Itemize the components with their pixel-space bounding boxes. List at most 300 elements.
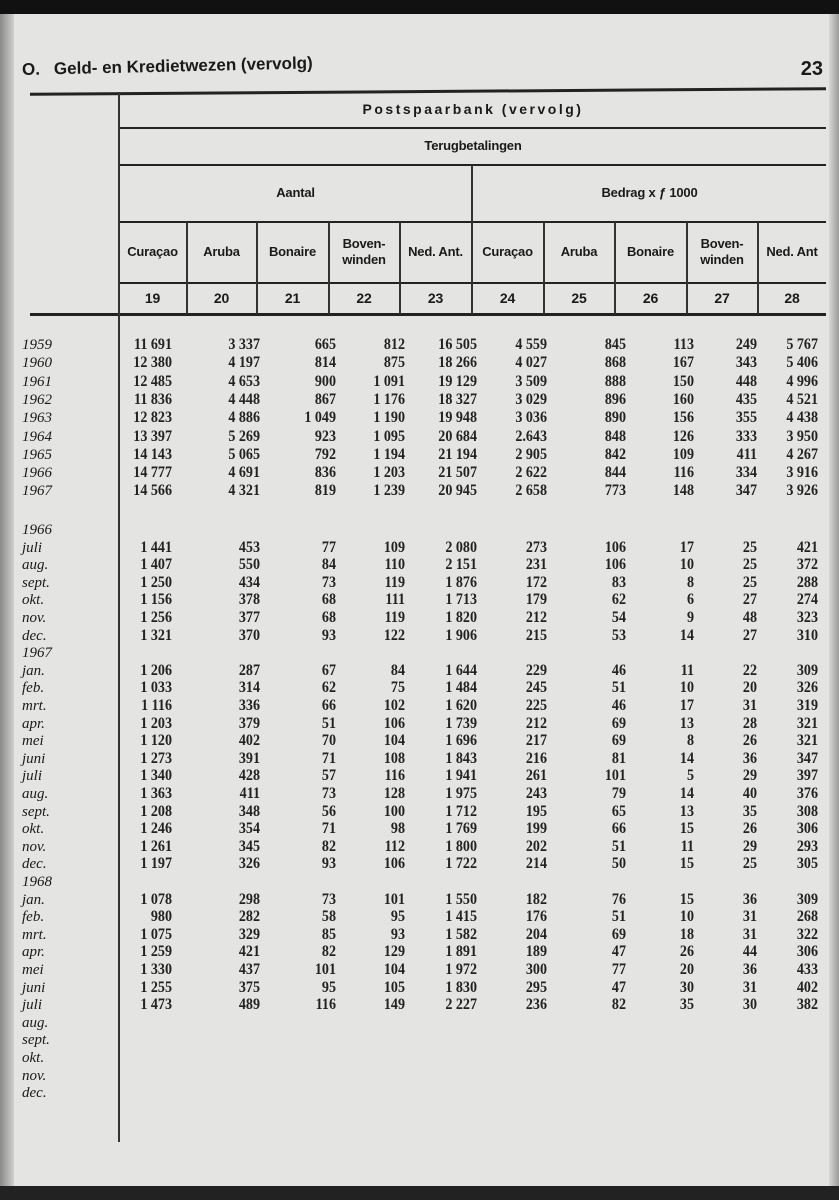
table-cell: 16 505 bbox=[438, 336, 477, 353]
column-header: Boven- winden bbox=[342, 235, 386, 267]
table-cell: 1 095 bbox=[373, 427, 405, 445]
table-cell: 9 bbox=[686, 609, 694, 626]
table-cell: 31 bbox=[742, 925, 757, 943]
table-cell: 116 bbox=[673, 464, 694, 482]
table-cell: 15 bbox=[679, 855, 694, 873]
table-cell: 51 bbox=[611, 837, 626, 855]
table-cell: 1 033 bbox=[140, 679, 172, 697]
table-cell: 199 bbox=[525, 820, 547, 838]
table-cell: 1 644 bbox=[445, 661, 477, 679]
table-cell: 65 bbox=[611, 802, 626, 820]
row-label: jan. bbox=[22, 891, 45, 908]
table-cell: 1 441 bbox=[140, 538, 172, 556]
table-cell: 245 bbox=[525, 679, 547, 697]
table-cell: 18 bbox=[679, 925, 694, 943]
table-cell: 326 bbox=[238, 855, 260, 873]
table-row bbox=[0, 926, 830, 944]
row-label: aug. bbox=[22, 786, 49, 802]
table-cell: 6 bbox=[686, 591, 694, 609]
column-number: 19 bbox=[144, 289, 161, 306]
table-row bbox=[0, 767, 830, 785]
table-cell: 73 bbox=[321, 573, 336, 591]
column-number: 25 bbox=[571, 289, 587, 306]
table-cell: 18 266 bbox=[438, 354, 477, 372]
table-cell: 29 bbox=[742, 767, 757, 785]
table-cell: 182 bbox=[525, 890, 547, 908]
table-cell: 13 397 bbox=[133, 427, 172, 445]
table-cell: 435 bbox=[735, 390, 757, 408]
table-cell: 421 bbox=[796, 538, 818, 556]
table-cell: 1 273 bbox=[140, 749, 172, 767]
table-cell: 149 bbox=[383, 996, 405, 1014]
table-cell: 11 836 bbox=[134, 390, 172, 408]
table-cell: 17 bbox=[679, 697, 694, 714]
table-cell: 1 197 bbox=[140, 855, 172, 873]
table-cell: 10 bbox=[679, 556, 694, 574]
table-cell: 1 049 bbox=[304, 409, 336, 427]
table-cell: 14 566 bbox=[133, 482, 172, 500]
table-cell: 18 327 bbox=[438, 390, 477, 408]
table-row bbox=[0, 1084, 830, 1102]
table-subtitle: Terugbetalingen bbox=[424, 137, 522, 153]
table-cell: 844 bbox=[604, 464, 626, 482]
table-row bbox=[0, 409, 830, 427]
table-cell: 26 bbox=[742, 732, 757, 750]
column-number: 21 bbox=[284, 289, 301, 306]
table-cell: 14 bbox=[679, 749, 694, 767]
table-cell: 5 269 bbox=[228, 427, 260, 445]
table-cell: 44 bbox=[742, 943, 757, 961]
table-cell: 12 823 bbox=[133, 409, 172, 427]
table-cell: 236 bbox=[525, 996, 547, 1014]
table-cell: 81 bbox=[611, 749, 626, 767]
table-cell: 212 bbox=[525, 609, 547, 626]
table-row bbox=[0, 574, 830, 592]
table-cell: 1 259 bbox=[140, 943, 172, 961]
table-row bbox=[0, 820, 830, 838]
table-cell: 62 bbox=[611, 591, 626, 609]
table-cell: 773 bbox=[604, 482, 626, 500]
table-cell: 1 340 bbox=[140, 767, 172, 785]
table-cell: 345 bbox=[238, 837, 260, 855]
table-cell: 215 bbox=[525, 626, 547, 644]
table-cell: 25 bbox=[742, 538, 757, 556]
table-cell: 84 bbox=[321, 556, 336, 574]
table-cell: 980 bbox=[150, 908, 172, 926]
table-cell: 110 bbox=[384, 556, 405, 574]
table-row bbox=[0, 732, 830, 750]
row-label: dec. bbox=[22, 627, 47, 644]
table-cell: 4 886 bbox=[228, 409, 260, 427]
row-label: juli bbox=[22, 768, 43, 785]
table-cell: 1 078 bbox=[140, 890, 172, 908]
table-cell: 4 559 bbox=[515, 336, 547, 353]
table-row bbox=[0, 750, 830, 768]
table-cell: 379 bbox=[238, 714, 260, 732]
column-header: Aruba bbox=[560, 243, 598, 259]
table-cell: 402 bbox=[796, 978, 818, 996]
table-cell: 378 bbox=[238, 591, 260, 609]
table-cell: 333 bbox=[735, 427, 757, 445]
table-cell: 46 bbox=[611, 661, 626, 679]
table-row bbox=[0, 1014, 830, 1032]
table-cell: 189 bbox=[525, 943, 547, 961]
row-label: feb. bbox=[22, 909, 45, 926]
table-cell: 66 bbox=[321, 697, 336, 714]
table-cell: 29 bbox=[742, 837, 757, 855]
row-label: apr. bbox=[22, 944, 45, 961]
table-cell: 14 143 bbox=[133, 445, 172, 463]
column-header: Ned. Ant bbox=[766, 243, 818, 259]
row-label: sept. bbox=[22, 1032, 50, 1049]
row-label: sept. bbox=[22, 574, 50, 591]
table-cell: 36 bbox=[742, 961, 757, 978]
table-cell: 1 843 bbox=[445, 749, 477, 767]
column-header: Bonaire bbox=[626, 243, 674, 259]
table-cell: 489 bbox=[238, 996, 260, 1014]
table-row bbox=[0, 715, 830, 733]
table-cell: 814 bbox=[314, 354, 336, 372]
table-cell: 1 330 bbox=[140, 961, 172, 978]
table-cell: 434 bbox=[238, 573, 260, 591]
row-label: 1966 bbox=[22, 465, 52, 482]
table-cell: 875 bbox=[383, 354, 405, 372]
table-cell: 66 bbox=[611, 820, 626, 838]
table-cell: 116 bbox=[315, 996, 336, 1014]
row-label: mei bbox=[22, 962, 44, 978]
table-cell: 68 bbox=[321, 591, 336, 609]
table-cell: 1 906 bbox=[445, 626, 477, 644]
table-cell: 8 bbox=[686, 573, 694, 591]
table-cell: 1 075 bbox=[140, 925, 172, 943]
row-label: dec. bbox=[22, 856, 47, 873]
table-cell: 309 bbox=[796, 661, 818, 679]
table-cell: 391 bbox=[238, 749, 260, 767]
table-cell: 109 bbox=[672, 445, 694, 463]
table-cell: 19 129 bbox=[438, 372, 477, 390]
column-number: 27 bbox=[714, 289, 730, 306]
table-row bbox=[0, 803, 830, 821]
table-cell: 231 bbox=[525, 556, 547, 574]
table-cell: 36 bbox=[742, 749, 757, 767]
table-cell: 319 bbox=[796, 697, 818, 714]
table-cell: 122 bbox=[383, 626, 405, 644]
column-number: 28 bbox=[784, 289, 800, 306]
table-cell: 93 bbox=[321, 626, 336, 644]
table-cell: 104 bbox=[383, 732, 405, 750]
table-cell: 261 bbox=[525, 767, 547, 785]
table-cell: 308 bbox=[796, 802, 818, 820]
table-cell: 1 120 bbox=[140, 732, 172, 750]
page-edge-right bbox=[829, 14, 839, 1200]
table-cell: 11 bbox=[680, 837, 694, 855]
table-cell: 448 bbox=[735, 372, 757, 390]
table-cell: 314 bbox=[238, 679, 260, 697]
table-cell: 20 bbox=[679, 961, 694, 978]
table-cell: 5 767 bbox=[786, 336, 818, 353]
row-label: sept. bbox=[22, 803, 50, 820]
row-label: apr. bbox=[22, 715, 45, 732]
table-cell: 268 bbox=[796, 908, 818, 926]
table-cell: 20 945 bbox=[438, 482, 477, 500]
table-cell: 4 691 bbox=[228, 464, 260, 482]
table-cell: 71 bbox=[321, 749, 336, 767]
table-cell: 1 203 bbox=[373, 464, 405, 482]
table-cell: 1 261 bbox=[140, 837, 172, 855]
table-cell: 47 bbox=[611, 978, 626, 996]
table-cell: 21 194 bbox=[438, 445, 477, 463]
table-cell: 14 bbox=[679, 626, 694, 644]
table-cell: 35 bbox=[742, 802, 757, 820]
table-cell: 293 bbox=[796, 837, 818, 855]
table-cell: 31 bbox=[742, 697, 757, 714]
table-cell: 428 bbox=[238, 767, 260, 785]
table-row bbox=[0, 1049, 830, 1067]
table-cell: 1 941 bbox=[445, 767, 477, 785]
column-number: 20 bbox=[213, 289, 230, 306]
table-row bbox=[0, 591, 830, 609]
table-cell: 2 080 bbox=[445, 538, 477, 556]
row-label: 1959 bbox=[22, 337, 52, 353]
table-cell: 48 bbox=[742, 609, 757, 626]
table-cell: 1 176 bbox=[373, 390, 405, 408]
table-cell: 4 521 bbox=[786, 390, 818, 408]
table-cell: 106 bbox=[383, 714, 405, 732]
table-cell: 13 bbox=[679, 714, 694, 732]
table-title: Postspaarbank (vervolg) bbox=[362, 101, 584, 118]
table-cell: 1 484 bbox=[445, 679, 477, 697]
table-cell: 20 684 bbox=[438, 427, 477, 445]
table-cell: 95 bbox=[321, 978, 336, 996]
table-cell: 355 bbox=[735, 409, 757, 427]
table-cell: 402 bbox=[238, 732, 260, 750]
table-cell: 372 bbox=[796, 556, 818, 574]
table-cell: 1 246 bbox=[140, 820, 172, 838]
table-cell: 58 bbox=[321, 908, 336, 926]
table-row bbox=[0, 979, 830, 997]
table-cell: 214 bbox=[525, 855, 547, 873]
table-cell: 82 bbox=[321, 837, 336, 855]
row-label: aug. bbox=[22, 1014, 49, 1031]
table-cell: 1 820 bbox=[445, 609, 477, 626]
table-cell: 1 891 bbox=[445, 943, 477, 961]
table-cell: 69 bbox=[611, 925, 626, 943]
table-cell: 12 485 bbox=[133, 372, 172, 390]
table-cell: 306 bbox=[796, 820, 818, 838]
table-cell: 51 bbox=[611, 908, 626, 926]
row-label: okt. bbox=[22, 1050, 45, 1066]
table-cell: 111 bbox=[385, 591, 405, 609]
table-cell: 31 bbox=[742, 908, 757, 926]
table-cell: 67 bbox=[321, 661, 336, 679]
table-row bbox=[0, 662, 830, 680]
table-cell: 25 bbox=[742, 573, 757, 591]
table-cell: 179 bbox=[525, 591, 547, 609]
table-cell: 550 bbox=[238, 556, 260, 574]
table-cell: 167 bbox=[672, 354, 694, 372]
table-cell: 1 194 bbox=[373, 445, 405, 463]
table-cell: 848 bbox=[604, 427, 626, 445]
table-cell: 69 bbox=[611, 732, 626, 750]
table-row bbox=[0, 838, 830, 856]
table-cell: 14 bbox=[679, 785, 694, 802]
table-cell: 309 bbox=[796, 890, 818, 908]
table-cell: 3 036 bbox=[515, 409, 547, 427]
table-cell: 1 620 bbox=[445, 697, 477, 714]
column-number: 24 bbox=[499, 289, 516, 306]
table-cell: 17 bbox=[679, 538, 694, 556]
table-cell: 26 bbox=[679, 943, 694, 961]
table-row bbox=[0, 627, 830, 645]
table-cell: 1 712 bbox=[445, 802, 477, 820]
table-cell: 305 bbox=[796, 855, 818, 873]
table-row bbox=[0, 428, 830, 446]
table-cell: 888 bbox=[604, 372, 626, 390]
table-row bbox=[0, 697, 830, 715]
row-label: mrt. bbox=[22, 698, 47, 714]
table-cell: 109 bbox=[383, 538, 405, 556]
table-cell: 73 bbox=[321, 890, 336, 908]
table-cell: 156 bbox=[672, 409, 694, 427]
table-cell: 119 bbox=[384, 609, 405, 626]
table-cell: 4 438 bbox=[786, 409, 818, 427]
table-cell: 5 bbox=[686, 767, 694, 785]
table-cell: 105 bbox=[383, 978, 405, 996]
table-cell: 5 065 bbox=[228, 445, 260, 463]
table-cell: 411 bbox=[239, 785, 260, 802]
table-cell: 3 509 bbox=[515, 372, 547, 390]
table-row bbox=[0, 644, 830, 662]
table-row bbox=[0, 908, 830, 926]
table-cell: 421 bbox=[238, 943, 260, 961]
table-cell: 453 bbox=[238, 538, 260, 556]
table-cell: 217 bbox=[525, 732, 547, 750]
table-cell: 1 713 bbox=[445, 591, 477, 609]
row-label: nov. bbox=[22, 838, 47, 855]
table-row bbox=[0, 556, 830, 574]
table-cell: 1 582 bbox=[445, 925, 477, 943]
table-cell: 1 256 bbox=[140, 609, 172, 626]
table-cell: 82 bbox=[321, 943, 336, 961]
table-cell: 1 550 bbox=[445, 890, 477, 908]
table-cell: 160 bbox=[672, 390, 694, 408]
table-cell: 84 bbox=[390, 661, 405, 679]
table-cell: 323 bbox=[796, 609, 818, 626]
row-label: juli bbox=[22, 997, 43, 1014]
table-cell: 4 197 bbox=[228, 354, 260, 372]
column-header: Aruba bbox=[203, 243, 240, 259]
column-header: Ned. Ant. bbox=[408, 243, 463, 259]
table-cell: 890 bbox=[604, 409, 626, 427]
table-cell: 1 972 bbox=[445, 961, 477, 978]
table-cell: 1 363 bbox=[140, 785, 172, 802]
table-row bbox=[0, 873, 830, 891]
scan-border-bottom bbox=[0, 1186, 839, 1200]
table-cell: 2.643 bbox=[515, 427, 547, 445]
table-cell: 76 bbox=[611, 890, 626, 908]
table-cell: 1 116 bbox=[141, 697, 172, 714]
table-cell: 348 bbox=[238, 802, 260, 820]
table-cell: 54 bbox=[611, 609, 626, 626]
rule-header-bottom bbox=[30, 313, 826, 316]
table-cell: 329 bbox=[238, 925, 260, 943]
table-cell: 83 bbox=[611, 573, 626, 591]
table-cell: 10 bbox=[679, 908, 694, 926]
table-cell: 129 bbox=[383, 943, 405, 961]
table-row bbox=[0, 1067, 830, 1085]
table-cell: 112 bbox=[384, 837, 405, 855]
table-cell: 370 bbox=[238, 626, 260, 644]
row-label: 1967 bbox=[22, 483, 52, 500]
table-cell: 5 406 bbox=[786, 354, 818, 372]
column-number: 23 bbox=[427, 289, 444, 306]
column-header: Boven- winden bbox=[700, 235, 744, 267]
table-cell: 1 255 bbox=[140, 978, 172, 996]
table-cell: 4 027 bbox=[515, 354, 547, 372]
table-cell: 845 bbox=[604, 336, 626, 353]
table-cell: 8 bbox=[686, 732, 694, 750]
table-cell: 812 bbox=[383, 336, 405, 353]
table-cell: 93 bbox=[321, 855, 336, 873]
table-row bbox=[0, 996, 830, 1014]
table-cell: 40 bbox=[742, 785, 757, 802]
table-cell: 282 bbox=[238, 908, 260, 926]
table-cell: 56 bbox=[321, 802, 336, 820]
table-cell: 25 bbox=[742, 556, 757, 574]
table-cell: 195 bbox=[525, 802, 547, 820]
row-label: nov. bbox=[22, 610, 47, 626]
row-label: juni bbox=[22, 750, 46, 767]
table-cell: 21 507 bbox=[438, 464, 477, 482]
table-cell: 3 926 bbox=[786, 482, 818, 500]
table-cell: 108 bbox=[383, 749, 405, 767]
table-cell: 273 bbox=[525, 538, 547, 556]
page-number: 23 bbox=[800, 58, 823, 80]
table-cell: 62 bbox=[321, 679, 336, 697]
column-header: Curaçao bbox=[482, 243, 533, 259]
table-cell: 50 bbox=[611, 855, 626, 873]
row-label: 1965 bbox=[22, 446, 52, 463]
table-cell: 397 bbox=[796, 767, 818, 785]
table-row bbox=[0, 391, 830, 409]
row-label: 1963 bbox=[22, 410, 52, 427]
table-cell: 375 bbox=[238, 978, 260, 996]
table-cell: 11 bbox=[680, 661, 694, 679]
table-cell: 116 bbox=[384, 767, 405, 785]
table-cell: 28 bbox=[742, 714, 757, 732]
row-label: 1968 bbox=[22, 874, 52, 890]
table-cell: 377 bbox=[238, 609, 260, 626]
table-cell: 100 bbox=[383, 802, 405, 820]
table-cell: 15 bbox=[679, 820, 694, 838]
table-cell: 1 769 bbox=[445, 820, 477, 838]
row-label: mrt. bbox=[22, 926, 47, 943]
table-cell: 85 bbox=[321, 925, 336, 943]
table-cell: 47 bbox=[611, 943, 626, 961]
scan-border-top bbox=[0, 0, 839, 14]
table-cell: 347 bbox=[735, 482, 757, 500]
table-cell: 2 151 bbox=[445, 556, 477, 574]
table-cell: 923 bbox=[314, 427, 336, 445]
group-amount-header: Bedrag x ƒ 1000 bbox=[601, 184, 698, 200]
row-label: jan. bbox=[22, 662, 45, 679]
column-header: Bonaire bbox=[268, 243, 316, 259]
table-cell: 321 bbox=[796, 714, 818, 732]
table-cell: 1 876 bbox=[445, 573, 477, 591]
table-cell: 106 bbox=[383, 855, 405, 873]
table-cell: 31 bbox=[742, 978, 757, 996]
table-cell: 150 bbox=[672, 372, 694, 390]
